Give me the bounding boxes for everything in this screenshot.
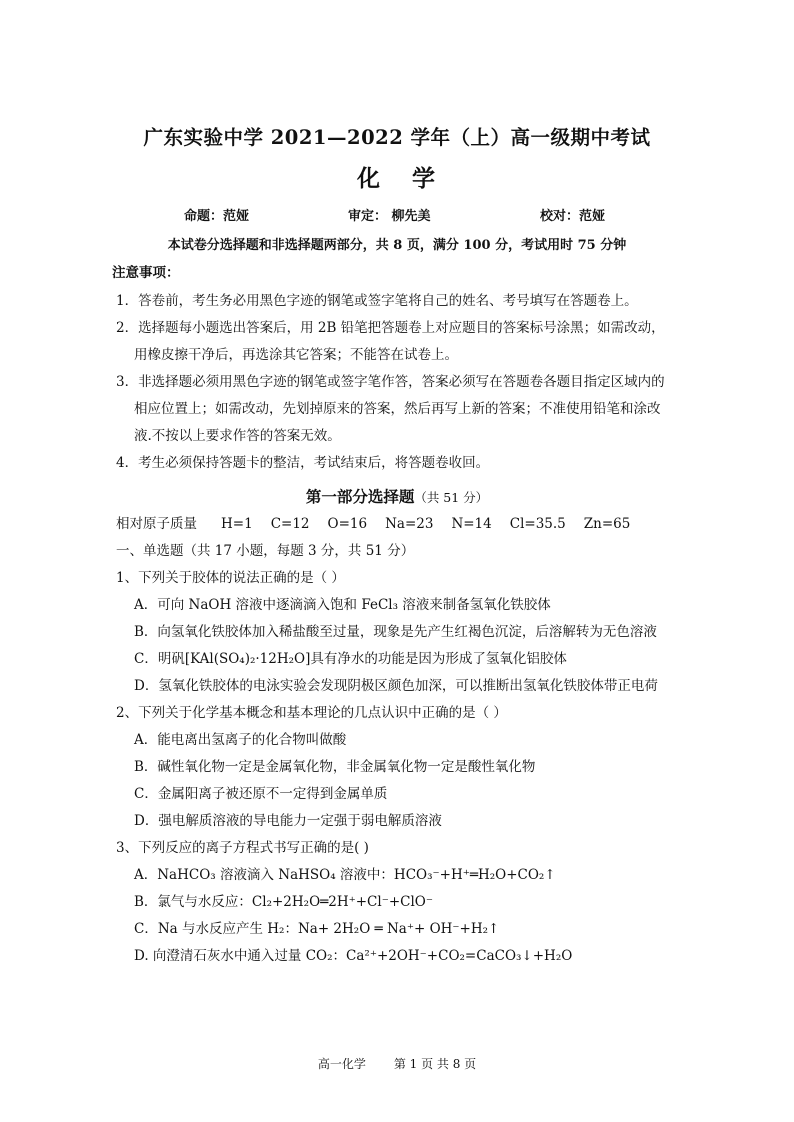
exam-title: 广东实验中学 2021—2022 学年（上）高一级期中考试 [143,126,651,149]
author-credit: 命题：范娅 [184,209,250,224]
atomic-mass: Zn=65 [583,516,631,532]
note-3: 3．非选择题必须用黑色字迹的钢笔或签字笔作答，答案必须写在答题卷各题目指定区域内的 [116,374,665,390]
atomic-mass: N=14 [451,516,492,532]
subject-char-2: 学 [412,165,437,192]
question-1-option-b: B．向氢氧化铁胶体加入稀盐酸至过量，现象是先产生红褐色沉淀，后溶解转为无色溶液 [134,624,657,640]
atomic-mass: Na=23 [385,516,434,532]
note-2-cont: 用橡皮擦干净后，再选涂其它答案；不能答在试卷上。 [134,347,458,363]
section-1-name: 第一部分选择题 [305,487,415,506]
question-2-stem: 2、下列关于化学基本概念和基本理论的几点认识中正确的是（ ） [116,705,507,721]
question-2-option-d: D．强电解质溶液的导电能力一定强于弱电解质溶液 [134,813,442,829]
proofreader-credit: 校对：范娅 [540,209,606,224]
subject-char-1: 化 [357,165,382,192]
question-3-option-d: D. 向澄清石灰水中通入过量 CO₂：Ca²⁺+2OH⁻+CO₂=CaCO₃↓+H₂O [134,948,573,964]
question-1-option-d: D．氢氧化铁胶体的电泳实验会发现阴极区颜色加深，可以推断出氢氧化铁胶体带正电荷 [134,678,658,694]
note-4: 4．考生必须保持答题卡的整洁，考试结束后，将答题卷收回。 [116,455,490,471]
question-3-stem: 3、下列反应的离子方程式书写正确的是( ) [116,840,369,856]
atomic-mass: H=1 [221,516,253,532]
atomic-label: 相对原子质量 [116,516,197,532]
reviewer-credit: 审定： 柳先美 [348,209,431,224]
note-3-cont-2: 液.不按以上要求作答的答案无效。 [134,428,341,444]
note-2: 2．选择题每小题选出答案后，用 2B 铅笔把答题卷上对应题目的答案标号涂黑；如需改动， [116,320,665,336]
question-3-option-c: C．Na 与水反应产生 H₂：Na+ 2H₂O ═ Na⁺+ OH⁻+H₂↑ [134,921,500,937]
question-3-option-b: B．氯气与水反应：Cl₂+2H₂O═2H⁺+Cl⁻+ClO⁻ [134,894,433,910]
notes-heading: 注意事项： [112,265,180,281]
atomic-mass: Cl=35.5 [509,516,566,532]
footer-subject: 高一化学 [317,1057,366,1071]
question-1-stem: 1、下列关于胶体的说法正确的是（ ） [116,570,345,586]
exam-intro: 本试卷分选择题和非选择题两部分，共 8 页，满分 100 分，考试用时 75 分钟 [167,238,627,253]
note-1: 1．答卷前，考生务必用黑色字迹的钢笔或签字笔将自己的姓名、考号填写在答题卷上。 [116,293,638,309]
part-heading: 一、单选题（共 17 小题，每题 3 分，共 51 分） [116,543,415,559]
page-footer [0,1055,794,1072]
question-3-option-a: A．NaHCO₃ 溶液滴入 NaHSO₄ 溶液中：HCO₃⁻+H⁺═H₂O+CO₂↑ [134,867,556,883]
question-2-option-c: C．金属阳离子被还原不一定得到金属单质 [134,786,388,802]
section-1-title [0,485,794,507]
footer-page-number: 第 1 页 共 8 页 [393,1057,477,1071]
atomic-mass: C=12 [270,516,310,532]
question-1-option-a: A．可向 NaOH 溶液中逐滴滴入饱和 FeCl₃ 溶液来制备氢氧化铁胶体 [134,597,551,613]
note-3-cont-1: 相应位置上；如需改动，先划掉原来的答案，然后再写上新的答案；不准使用铅笔和涂改 [134,401,661,417]
question-2-option-a: A．能电离出氢离子的化合物叫做酸 [134,732,347,748]
atomic-mass: O=16 [327,516,368,532]
subject-title [0,160,794,193]
question-1-option-c: C．明矾[KAl(SO₄)₂·12H₂O]具有净水的功能是因为形成了氢氧化铝胶体 [134,651,567,667]
section-1-score: （共 51 分） [414,490,489,505]
atomic-masses [116,512,648,532]
question-2-option-b: B．碱性氧化物一定是金属氧化物，非金属氧化物一定是酸性氧化物 [134,759,536,775]
